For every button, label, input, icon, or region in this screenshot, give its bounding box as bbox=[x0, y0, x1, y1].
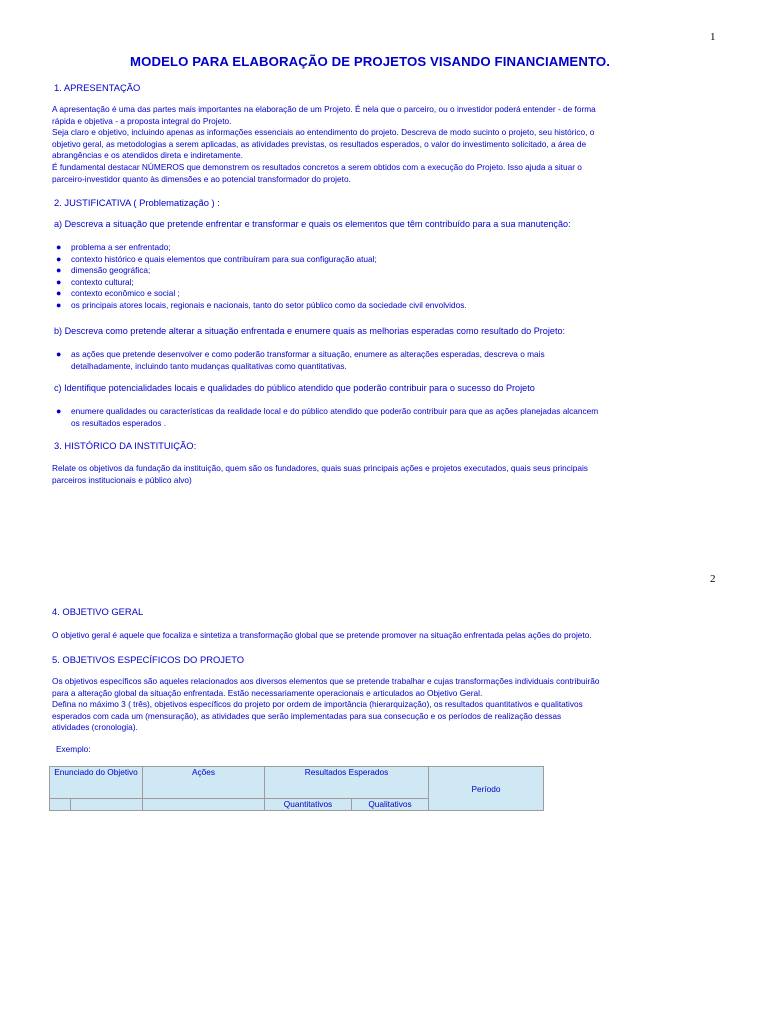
table-cell bbox=[50, 799, 71, 811]
bullet-list-c bbox=[55, 406, 598, 429]
text-line: esperados com cada um (mensuração), as atividades que serão implementadas para sua consecução e os períodos de realização dessas bbox=[52, 710, 562, 721]
header-objetivo: Enunciado do Objetivo bbox=[50, 767, 143, 799]
list-item: ● enumere qualidades ou características da realidade local e do público atendido que poderão contribuir para que as ações planejadas alcancem bbox=[56, 406, 599, 416]
section-4-body: O objetivo geral é aquele que focaliza e sintetiza a transformação global que se pretende promover na situação enfrentada pelas ações do projeto. bbox=[52, 630, 592, 640]
text-line: rápida e objetiva - a proposta integral do Projeto. bbox=[52, 115, 232, 126]
section-4-heading: 4. OBJETIVO GERAL bbox=[52, 606, 144, 617]
bullet-list-a bbox=[55, 242, 467, 312]
question-c: c) Identifique potencialidades locais e qualidades do público atendido que poderão contribuir para o sucesso do Projeto bbox=[54, 383, 535, 393]
list-item: ● contexto cultural; bbox=[56, 276, 134, 287]
header-periodo: Período bbox=[429, 767, 544, 811]
text-line: parceiros institucionais e público alvo) bbox=[52, 474, 192, 485]
text-line: Os objetivos específicos são aqueles relacionados aos diversos elementos que se pretende trabalhar e cujas transformações individuais contribuirão bbox=[52, 676, 600, 686]
text-line: É fundamental destacar NÚMEROS que demonstrem os resultados concretos a serem obtidos com a execução do Projeto. Isso ajuda a situar o bbox=[52, 161, 582, 172]
text-line: abrangências e os atendidos direta e indiretamente. bbox=[52, 150, 243, 161]
section-3-heading: 3. HISTÓRICO DA INSTITUIÇÃO: bbox=[54, 440, 197, 451]
text-line: objetivo geral, as metodologias a serem aplicadas, as atividades previstas, os resultados esperados, o valor do investimento solicitado, a área de bbox=[52, 138, 587, 149]
list-item: ● dimensão geográfica; bbox=[56, 265, 151, 276]
section-5-body bbox=[52, 676, 599, 734]
text-line: A apresentação é uma das partes mais importantes na elaboração de um Projeto. É nela que o parceiro, ou o investidor poderá entender - de forma bbox=[52, 104, 596, 114]
text-line: Defina no máximo 3 ( três), objetivos específicos do projeto por ordem de importância (hierarquização), os resultados quantitativos e qualitativos bbox=[52, 699, 583, 710]
bullet-list-b bbox=[55, 349, 545, 372]
section-1-body bbox=[52, 104, 596, 185]
list-item: ● as ações que pretende desenvolver e como poderão transformar a situação, enumere as alterações esperadas, descreva o mais bbox=[56, 349, 545, 359]
table-cell bbox=[143, 799, 265, 811]
question-b: b) Descreva como pretende alterar a situação enfrentada e enumere quais as melhorias esperadas como resultado do Projeto: bbox=[54, 326, 566, 336]
text-line: atividades (cronologia). bbox=[52, 722, 138, 733]
section-1-heading: 1. APRESENTAÇÃO bbox=[54, 82, 141, 93]
subheader-qualitativos: Qualitativos bbox=[352, 799, 429, 811]
text-line: Seja claro e objetivo, incluindo apenas as informações essenciais ao entendimento do projeto. Descreva de modo sucinto o projeto, seu histórico, o bbox=[52, 127, 595, 138]
bullet-icon: ● bbox=[56, 299, 62, 310]
section-3-body bbox=[52, 463, 588, 486]
example-label: Exemplo: bbox=[56, 744, 91, 754]
list-item: os resultados esperados . bbox=[71, 417, 167, 428]
list-item: ● problema a ser enfrentado; bbox=[56, 242, 171, 252]
page-number-2: 2 bbox=[710, 573, 716, 585]
bullet-icon: ● bbox=[56, 253, 62, 264]
bullet-icon: ● bbox=[56, 276, 62, 287]
list-item: ● os principais atores locais, regionais e nacionais, tanto do setor público como da sociedade civil envolvidos. bbox=[56, 299, 467, 310]
question-a: a) Descreva a situação que pretende enfrentar e transformar e quais os elementos que têm contribuído para a sua manutenção: bbox=[54, 219, 571, 229]
section-5-heading: 5. OBJETIVOS ESPECÍFICOS DO PROJETO bbox=[52, 654, 245, 665]
bullet-icon: ● bbox=[56, 349, 62, 359]
list-item: detalhadamente, incluindo tanto mudanças qualitativas como quantitativas. bbox=[71, 360, 347, 371]
page-number-1: 1 bbox=[710, 31, 716, 43]
example-table bbox=[49, 766, 544, 811]
list-item: ● contexto econômico e social ; bbox=[56, 288, 180, 299]
list-item: ● contexto histórico e quais elementos que contribuíram para sua configuração atual; bbox=[56, 253, 377, 264]
table-cell bbox=[71, 799, 143, 811]
text-line: parceiro-investidor quanto às dimensões e ao potencial transformador do projeto. bbox=[52, 173, 351, 184]
header-acoes: Ações bbox=[143, 767, 265, 799]
document-title: MODELO PARA ELABORAÇÃO DE PROJETOS VISANDO FINANCIAMENTO. bbox=[130, 54, 610, 69]
subheader-quantitativos: Quantitativos bbox=[265, 799, 352, 811]
bullet-icon: ● bbox=[56, 265, 62, 276]
bullet-icon: ● bbox=[56, 242, 62, 252]
bullet-icon: ● bbox=[56, 406, 62, 416]
text-line: Relate os objetivos da fundação da instituição, quem são os fundadores, quais suas principais ações e projetos executados, quais seus principais bbox=[52, 463, 588, 473]
section-2-heading: 2. JUSTIFICATIVA ( Problematização ) : bbox=[54, 197, 220, 208]
text-line: para a alteração global da situação enfrentada. Estão necessariamente operacionais e articulados ao Objetivo Geral. bbox=[52, 687, 483, 698]
header-resultados: Resultados Esperados bbox=[265, 767, 429, 799]
bullet-icon: ● bbox=[56, 288, 62, 299]
